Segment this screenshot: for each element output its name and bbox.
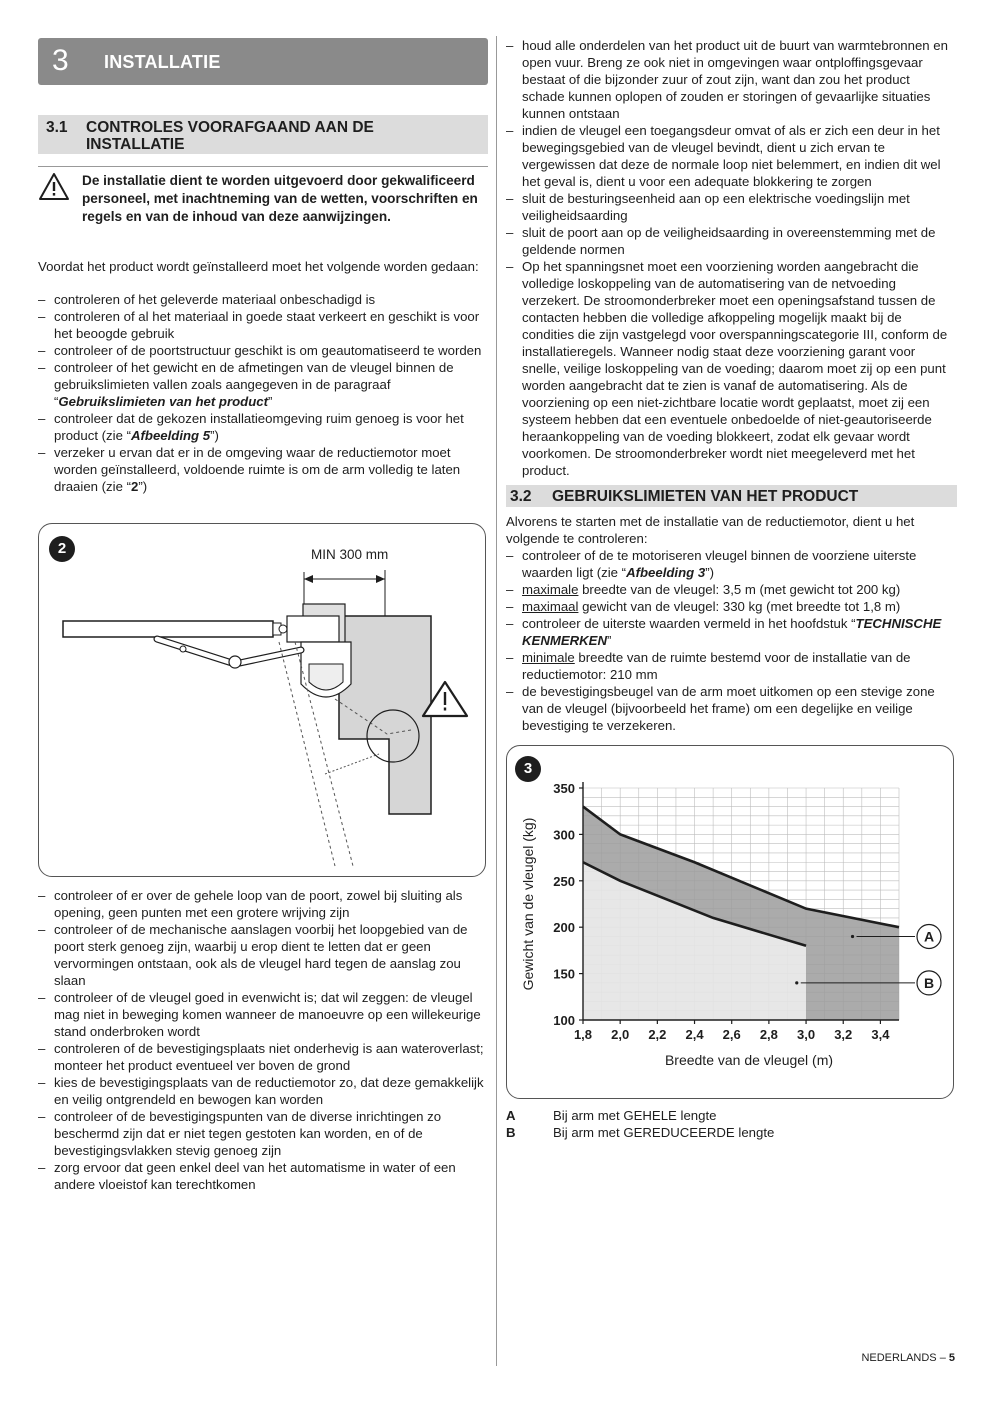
list-item: – controleer of de bevestigingspunten van de diverse inrichtingen zo beschermd zijn dat er niet tegen gestoten kan worden, en of de bevestigingsvlakken stevig genoeg zijn [38, 1108, 488, 1159]
list-item-post: ” [267, 394, 273, 409]
list-item-pre: verzeker u ervan dat er in de omgeving waar de reductiemotor moet worden geïnstalleerd, voldoende ruimte is om de arm volledig te laten draaien (zie “ [54, 445, 461, 494]
list-item-pre: controleer of de te motoriseren vleugel binnen de voorziene uiterste waarden ligt (zie “ [522, 548, 917, 580]
list-item: – controleer of de mechanische aanslagen voorbij het loopgebied van de poort sterk genoeg zijn, waarbij u erop dient te letten dat er geen vervormingen ontstaan, ook als de vleugel hard tegen de aanslag zou slaan [38, 921, 488, 989]
list-item: – sluit de besturingseenheid aan op een elektrische voedingslijn met veiligheidsaarding [506, 190, 955, 224]
callout-b-label: B [923, 974, 935, 991]
list-item-text: controleren of het geleverde materiaal onbeschadigd is [54, 292, 376, 307]
list-item [506, 615, 955, 649]
list-item-u: maximaal [522, 599, 579, 614]
section-heading-3-1 [38, 115, 488, 154]
list-item [38, 342, 488, 359]
figure-3 [506, 745, 954, 1099]
y-tick-label: 350 [553, 781, 575, 796]
chapter-title: INSTALLATIE [104, 52, 221, 72]
legend-text: Bij arm met GEHELE lengte [553, 1108, 717, 1123]
y-axis-label: Gewicht van de vleugel (kg) [520, 817, 536, 991]
list-item-post: ”) [210, 428, 219, 443]
list-item-em: Afbeelding 5 [130, 428, 211, 443]
list-item-text: controleren of al het materiaal in goede staat verkeert en geschikt is voor het beoogde gebruik [54, 309, 480, 341]
x-tick-label: 2,2 [648, 1027, 667, 1042]
callout-a-marker [851, 935, 854, 938]
list-item: – houd alle onderdelen van het product uit de buurt van warmtebronnen en open vuur. Breng ze ook niet in omgevingen waar ontploffingsgevaar bestaat of die bijzonder zuur of zout zijn, want dan zou het product schade kunnen oplopen of zouden er storingen of gevaarlijke situaties kunnen ontstaan [506, 37, 955, 122]
figure-badge: 3 [515, 756, 541, 782]
page-number: 5 [948, 1352, 955, 1364]
x-tick-label: 3,4 [871, 1027, 890, 1042]
list-item-pre: de bevestigingsbeugel van de arm moet uitkomen op een stevige zone van de vleugel (bijvoorbeeld het frame) om een degelijke en veilige bevestiging te verzekeren. [522, 684, 935, 733]
weight-width-chart [507, 746, 953, 1098]
section2-intro: Alvorens te starten met de installatie van de reductiemotor, dient u het volgende te controleren: [506, 514, 915, 546]
page-footer [861, 1350, 955, 1367]
list-item [506, 683, 955, 734]
list-item [38, 291, 488, 308]
list-item-pre: controleer de uiterste waarden vermeld in het hoofdstuk “ [522, 616, 856, 631]
figure-2 [38, 523, 486, 877]
callout-b-marker [795, 981, 798, 984]
x-tick-label: 3,2 [834, 1027, 853, 1042]
list-item-post: ”) [138, 479, 148, 494]
column-divider [496, 36, 497, 1366]
footer-language: NEDERLANDS – [861, 1352, 949, 1364]
list-item-em: Afbeelding 3 [626, 565, 706, 580]
list-item [506, 598, 955, 615]
section-title: GEBRUIKSLIMIETEN VAN HET PRODUCT [552, 488, 859, 505]
legend-row-a [506, 1107, 926, 1124]
section-heading-3-2 [506, 485, 957, 507]
list-item-post: breedte van de ruimte bestemd voor de installatie van de reductiemotor: 210 mm [522, 650, 911, 682]
list-item-em: TECHNISCHE KENMERKEN [522, 616, 942, 648]
x-tick-label: 2,4 [685, 1027, 704, 1042]
checklist-installation-site [38, 887, 488, 1193]
list-item: – zorg ervoor dat geen enkel deel van het automatisme in water of een andere vloeistof kan terechtkomen [38, 1159, 488, 1193]
list-item [38, 410, 488, 444]
dimension-label: MIN 300 mm [311, 547, 389, 562]
list-item-u: maximale [522, 582, 579, 597]
list-item-strong: 2 [130, 479, 139, 494]
y-tick-label: 200 [553, 920, 575, 936]
list-item: – controleren of de bevestigingsplaats niet onderhevig is aan wateroverlast; monteer het product eventueel ver boven de grond [38, 1040, 488, 1074]
list-item: – indien de vleugel een toegangsdeur omvat of als er zich een deur in het bewegingsgebied van de vleugel bevindt, dient u zich ervan te vergewissen dat deze de normale loop niet belemmert, en indien dit wel het geval is, dient u voor een adequate blokkering te zorgen [506, 122, 955, 190]
list-item [506, 547, 955, 581]
warning-triangle-icon [38, 172, 70, 202]
x-tick-label: 3,0 [797, 1027, 816, 1042]
list-item: – sluit de poort aan op de veiligheidsaarding in overeenstemming met de geldende normen [506, 224, 955, 258]
y-tick-label: 150 [553, 966, 575, 982]
list-item [506, 581, 955, 598]
list-item: – controleer of er over de gehele loop van de poort, zowel bij sluiting als opening, geen punten met een grotere wrijving zijn [38, 887, 488, 921]
chapter-number: 3 [52, 44, 69, 77]
list-item-pre: controleer of het gewicht en de afmetingen van de vleugel binnen de gebruikslimieten vallen zoals aangegeven in de paragraaf “ [54, 360, 454, 409]
list-item: – controleer of de vleugel goed in evenwicht is; dat wil zeggen: de vleugel mag niet in beweging komen wanneer de manoeuvre op een willekeurige stand onderbroken wordt [38, 989, 488, 1040]
section-rule [38, 166, 488, 167]
callout-a-label: A [923, 928, 935, 945]
list-item-post: gewicht van de vleugel: 330 kg (met breedte tot 1,8 m) [578, 599, 901, 614]
x-tick-label: 1,8 [573, 1027, 593, 1042]
list-item-post: ”) [705, 565, 715, 580]
list-item [38, 444, 488, 495]
warning-text: De installatie dient te worden uitgevoerd door gekwalificeerd personeel, met inachtneming van de wetten, voorschriften en regels en van de inhoud van deze aanwijzingen. [82, 173, 478, 224]
figure-3-legend [506, 1107, 926, 1141]
list-item-pre: controleer dat de gekozen installatieomgeving ruim genoeg is voor het product (zie “ [54, 411, 464, 443]
section-number: 3.1 [46, 119, 68, 136]
list-item [38, 308, 488, 342]
legend-key: B [506, 1125, 516, 1140]
list-item [506, 649, 955, 683]
section-title-line1: CONTROLES VOORAFGAAND AAN DE [86, 119, 374, 136]
list-item-u: minimale [522, 650, 575, 665]
figure-badge: 2 [49, 536, 75, 562]
chapter-header [38, 38, 488, 85]
checklist-usage-limits [506, 547, 955, 734]
legend-row-b [506, 1124, 926, 1141]
figure-2-drawing [39, 524, 485, 876]
list-item-text: controleer of de poortstructuur geschikt is om geautomatiseerd te worden [54, 343, 482, 358]
checklist-safety [506, 37, 955, 479]
x-tick-label: 2,6 [722, 1027, 741, 1042]
legend-text: Bij arm met GEREDUCEERDE lengte [553, 1125, 775, 1140]
list-item-post: breedte van de vleugel: 3,5 m (met gewicht tot 200 kg) [578, 582, 901, 597]
y-tick-label: 300 [553, 827, 575, 843]
list-item-em: Gebruikslimieten van het product [58, 394, 268, 409]
section-title-line2: INSTALLATIE [86, 136, 185, 153]
y-tick-label: 250 [553, 873, 575, 889]
list-item [38, 359, 488, 410]
x-tick-label: 2,0 [611, 1027, 630, 1042]
list-item-post: ” [607, 633, 612, 648]
x-axis-label: Breedte van de vleugel (m) [664, 1052, 834, 1068]
legend-key: A [506, 1108, 516, 1123]
x-tick-label: 2,8 [759, 1027, 778, 1042]
list-item: – kies de bevestigingsplaats van de reductiemotor zo, dat deze gemakkelijk en veilig ontgrendeld en bewogen kan worden [38, 1074, 488, 1108]
checklist-pre-installation [38, 291, 488, 495]
list-item: – Op het spanningsnet moet een voorziening worden aangebracht die volledige loskoppeling van de automatisering van de netvoeding verzekert. De stroomonderbreker moet een openingsafstand tussen de contacten hebben die volledige afkoppeling mogelijk maakt bij de condities die zijn vastgelegd voor overspanningscategorie III, conform de installatieregels. Wanneer nodig staat deze voorziening garant voor snelle, veilige loskoppeling van de voeding; daarom moet zij op een punt worden aangebracht dat te zien is vanaf de automatisering. Als de voorziening op een niet-zichtbare locatie wordt geplaatst, moet zij een systeem hebben dat een eventuele onbedoelde of niet-geautoriseerde heraankoppeling van de voeding blokkeert, zodat elk gevaar wordt voorkomen. De stroomonderbreker wordt niet meegeleverd met het product. [506, 258, 955, 479]
y-tick-label: 100 [553, 1013, 575, 1028]
intro-paragraph: Voordat het product wordt geïnstalleerd moet het volgende worden gedaan: [38, 259, 479, 274]
section-number: 3.2 [510, 488, 532, 505]
